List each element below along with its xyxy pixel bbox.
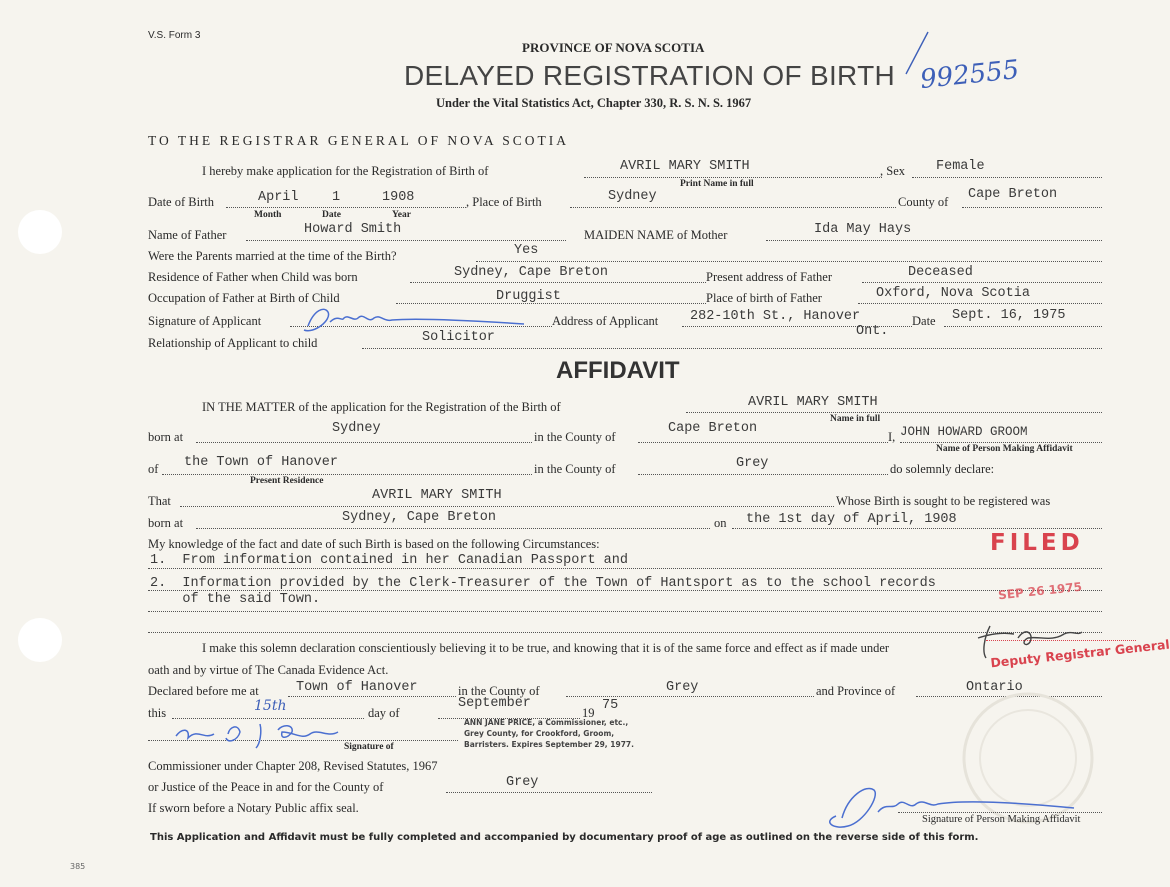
- father-name: Howard Smith: [304, 222, 402, 237]
- place-label: , Place of Birth: [466, 195, 542, 209]
- name-caption: Name in full: [830, 414, 881, 424]
- father-occupation: Druggist: [496, 289, 561, 304]
- province-label: and Province of: [816, 684, 896, 698]
- notary-line: If sworn before a Notary Public affix seal.: [148, 801, 359, 815]
- child-name: AVRIL MARY SMITH: [620, 159, 750, 174]
- commissioner-stamp-line-1: ANN JANE PRICE, a Commissioner, etc.,: [464, 718, 629, 727]
- father-birthplace-label: Place of birth of Father: [706, 291, 822, 305]
- page-code: 385: [70, 862, 86, 871]
- sex-value: Female: [936, 159, 985, 174]
- form-subtitle: Under the Vital Statistics Act, Chapter 330, R. S. N. S. 1967: [436, 96, 752, 110]
- filed-stamp: FILED: [990, 530, 1084, 556]
- dob-day: 1: [332, 190, 341, 205]
- residence-label: Residence of Father when Child was born: [148, 270, 358, 284]
- footer-note: This Application and Affidavit must be fully completed and accompanied by documentary proof of age as outlined on the reverse side of this form.: [150, 832, 979, 843]
- this-label: this: [148, 706, 167, 720]
- county-of-birth: Cape Breton: [968, 187, 1058, 202]
- signature-label: Signature of Applicant: [148, 314, 262, 328]
- of-label: of: [148, 462, 159, 476]
- commissioner-line-1: Commissioner under Chapter 208, Revised Statutes, 1967: [148, 759, 438, 773]
- mother-label: MAIDEN NAME of Mother: [584, 228, 728, 242]
- declared-county: Grey: [666, 680, 699, 695]
- commissioner-stamp-line-2: Grey County, for Crookford, Groom,: [464, 729, 615, 738]
- applicant-address: 282-10th St., Hanover: [690, 309, 861, 324]
- circumstance-1: 1. From information contained in her Canadian Passport and: [150, 553, 628, 568]
- dob-month: April: [258, 190, 299, 205]
- declared-county-label: in the County of: [458, 684, 540, 698]
- birth-date-long: the 1st day of April, 1908: [746, 512, 957, 527]
- whose-birth-label: Whose Birth is sought to be registered was: [836, 494, 1051, 508]
- deponent-caption: Name of Person Making Affidavit: [936, 444, 1073, 454]
- deponent-signature: [812, 778, 1082, 838]
- parents-married: Yes: [514, 243, 539, 258]
- punch-hole-top: [18, 210, 62, 254]
- year-caption: Year: [392, 210, 411, 220]
- born-at-label-2: born at: [148, 516, 184, 530]
- month-caption: Month: [254, 210, 282, 220]
- this-day: 15th: [254, 698, 287, 714]
- affidavit-born-at: Sydney: [332, 421, 381, 436]
- address-label: Address of Applicant: [552, 314, 659, 328]
- province-heading: PROVINCE OF NOVA SCOTIA: [522, 40, 705, 55]
- present-address-label: Present address of Father: [706, 270, 833, 284]
- form-title: DELAYED REGISTRATION OF BIRTH: [404, 60, 895, 91]
- relationship-label: Relationship of Applicant to child: [148, 336, 318, 350]
- deponent-signature-caption: Signature of Person Making Affidavit: [922, 814, 1081, 825]
- in-county-label-2: in the County of: [534, 462, 616, 476]
- deponent-residence: the Town of Hanover: [184, 455, 338, 470]
- born-at-label: born at: [148, 430, 184, 444]
- place-of-birth: Sydney: [608, 189, 657, 204]
- applicant-signature: [284, 300, 534, 340]
- intro-label: I hereby make application for the Registration of Birth of: [202, 164, 489, 178]
- i-label: I,: [888, 430, 896, 444]
- father-present-address: Deceased: [908, 265, 973, 280]
- punch-hole-bottom: [18, 618, 62, 662]
- addressee: TO THE REGISTRAR GENERAL OF NOVA SCOTIA: [148, 133, 570, 148]
- year-suffix: 75: [602, 698, 619, 713]
- date-caption: Date: [322, 210, 341, 220]
- deputy-registrar-stamp: Deputy Registrar General: [989, 636, 1170, 671]
- commissioner-stamp-line-3: Barristers. Expires September 29, 1977.: [464, 740, 634, 749]
- affidavit-born-at-2: Sydney, Cape Breton: [342, 510, 496, 525]
- married-label: Were the Parents married at the time of the Birth?: [148, 249, 397, 263]
- form-number: V.S. Form 3: [148, 30, 201, 41]
- signature-of-caption: Signature of: [344, 742, 394, 752]
- dob-year: 1908: [382, 190, 415, 205]
- registration-number: 992555: [918, 54, 1021, 96]
- solemnly-label: do solemnly declare:: [890, 462, 995, 476]
- affidavit-child-name: AVRIL MARY SMITH: [748, 395, 878, 410]
- dob-label: Date of Birth: [148, 195, 214, 209]
- commissioner-line-2: or Justice of the Peace in and for the County of: [148, 780, 384, 794]
- print-name-caption: Print Name in full: [680, 179, 754, 189]
- on-label: on: [714, 516, 727, 530]
- jp-county: Grey: [506, 775, 539, 790]
- knowledge-label: My knowledge of the fact and date of such Birth is based on the following Circumstances:: [148, 537, 600, 551]
- filed-stamp-date: SEP 26 1975: [997, 579, 1083, 603]
- year-prefix: 19: [582, 706, 595, 720]
- in-county-label: in the County of: [534, 430, 616, 444]
- residence-county: Grey: [736, 456, 769, 471]
- declaration-line-2: oath and by virtue of The Canada Evidence Act.: [148, 663, 389, 677]
- county-label: County of: [898, 195, 949, 209]
- declared-label: Declared before me at: [148, 684, 259, 698]
- applicant-address-line2: Ont.: [856, 324, 889, 339]
- matter-label: IN THE MATTER of the application for the Registration of the Birth of: [202, 400, 561, 414]
- deponent-name: JOHN HOWARD GROOM: [900, 425, 1028, 439]
- date-label: Date: [912, 314, 936, 328]
- relationship: Solicitor: [422, 330, 495, 345]
- declared-at: Town of Hanover: [296, 680, 418, 695]
- registration-slash: [898, 28, 938, 78]
- father-residence: Sydney, Cape Breton: [454, 265, 608, 280]
- sex-label: , Sex: [880, 164, 905, 178]
- declared-month: September: [458, 696, 531, 711]
- occupation-label: Occupation of Father at Birth of Child: [148, 291, 340, 305]
- father-label: Name of Father: [148, 228, 227, 242]
- circumstance-3: of the said Town.: [150, 592, 321, 607]
- day-of-label: day of: [368, 706, 400, 720]
- that-name: AVRIL MARY SMITH: [372, 488, 502, 503]
- father-birthplace: Oxford, Nova Scotia: [876, 286, 1030, 301]
- declared-province: Ontario: [966, 680, 1023, 695]
- residence-caption: Present Residence: [250, 476, 324, 486]
- commissioner-signature: [168, 714, 368, 754]
- declaration-line-1: I make this solemn declaration conscientiously believing it to be true, and knowing that it is of the same force and effect as if made under: [202, 641, 890, 655]
- affidavit-county: Cape Breton: [668, 421, 758, 436]
- mother-maiden-name: Ida May Hays: [814, 222, 912, 237]
- circumstance-2: 2. Information provided by the Clerk-Treasurer of the Town of Hantsport as to the school records: [150, 576, 936, 591]
- application-date: Sept. 16, 1975: [952, 308, 1066, 323]
- that-label: That: [148, 494, 171, 508]
- affidavit-heading: AFFIDAVIT: [556, 357, 680, 384]
